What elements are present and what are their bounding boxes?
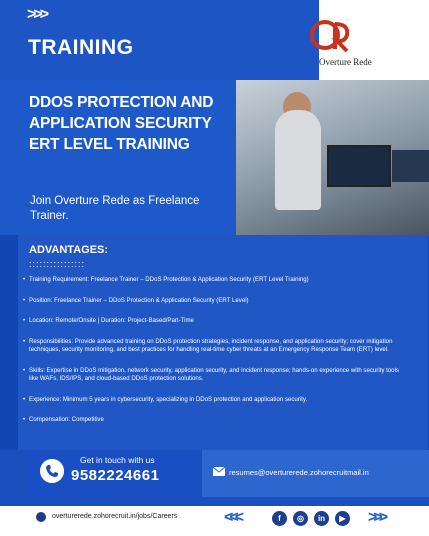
- linkedin-icon[interactable]: in: [314, 511, 329, 526]
- chevrons-decoration: >>>: [27, 6, 47, 23]
- list-item: • Experience: Minimum 5 years in cybersecurity, specializing in DDoS protection and application security.: [23, 396, 407, 405]
- headline: DDOS PROTECTION AND APPLICATION SECURITY ERT LEVEL TRAINING: [29, 94, 214, 153]
- youtube-icon[interactable]: ▶: [335, 511, 350, 526]
- advantages-title: ADVANTAGES:: [29, 244, 109, 256]
- list-item: • Compensation: Competitive: [23, 416, 407, 425]
- right-arrows-decoration: >>>: [368, 509, 385, 526]
- phone-icon: [40, 459, 64, 483]
- advantages-dots: ::::::::::::::::: [29, 259, 86, 269]
- phone-label: Get in touch with us: [80, 455, 155, 465]
- globe-icon: [36, 512, 46, 522]
- list-item: • Responsibilities: Provide advanced training on DDoS protection strategies, incident response, and application security; cover mitigation techniques, security monitoring, and best practices for handling real-time cyber threats at an Emergency Response Team (ERT) level.: [23, 338, 407, 355]
- list-item: • Location: Remote/Onsite | Duration: Project-Based/Part-Time: [23, 317, 407, 326]
- photo-person: [275, 110, 321, 210]
- logo-text: Overture Rede: [319, 57, 372, 67]
- join-text: Join Overture Rede as Freelance Trainer.: [30, 195, 200, 222]
- advantages-list: [23, 276, 407, 437]
- list-item: • Training Requirement: Freelance Trainer – DDoS Protection & Application Security (ERT Level Training): [23, 276, 407, 285]
- footer: [0, 506, 429, 536]
- email-icon: [213, 467, 225, 476]
- instagram-icon[interactable]: ◎: [293, 511, 308, 526]
- left-arrows-decoration: <<<: [224, 509, 241, 526]
- page-title: TRAINING: [28, 36, 134, 59]
- logo-icon: [307, 15, 355, 55]
- careers-url[interactable]: overturerede.zohorecruit.in/jobs/Careers: [52, 513, 178, 520]
- photo-monitor-secondary: [392, 150, 429, 182]
- email-address[interactable]: resumes@overturerede.zohorecruitmail.in: [229, 468, 369, 477]
- phone-number[interactable]: 9582224661: [71, 467, 160, 484]
- facebook-icon[interactable]: f: [272, 511, 287, 526]
- list-item: • Skills: Expertise in DDoS mitigation, network security, application security, and incident response; hands-on experience with security tools like WAFs, IDS/IPS, and cloud-based DDoS protection solutions.: [23, 367, 407, 384]
- photo-monitor: [327, 145, 391, 187]
- list-item: • Position: Freelance Trainer – DDoS Protection & Application Security (ERT Level): [23, 297, 407, 306]
